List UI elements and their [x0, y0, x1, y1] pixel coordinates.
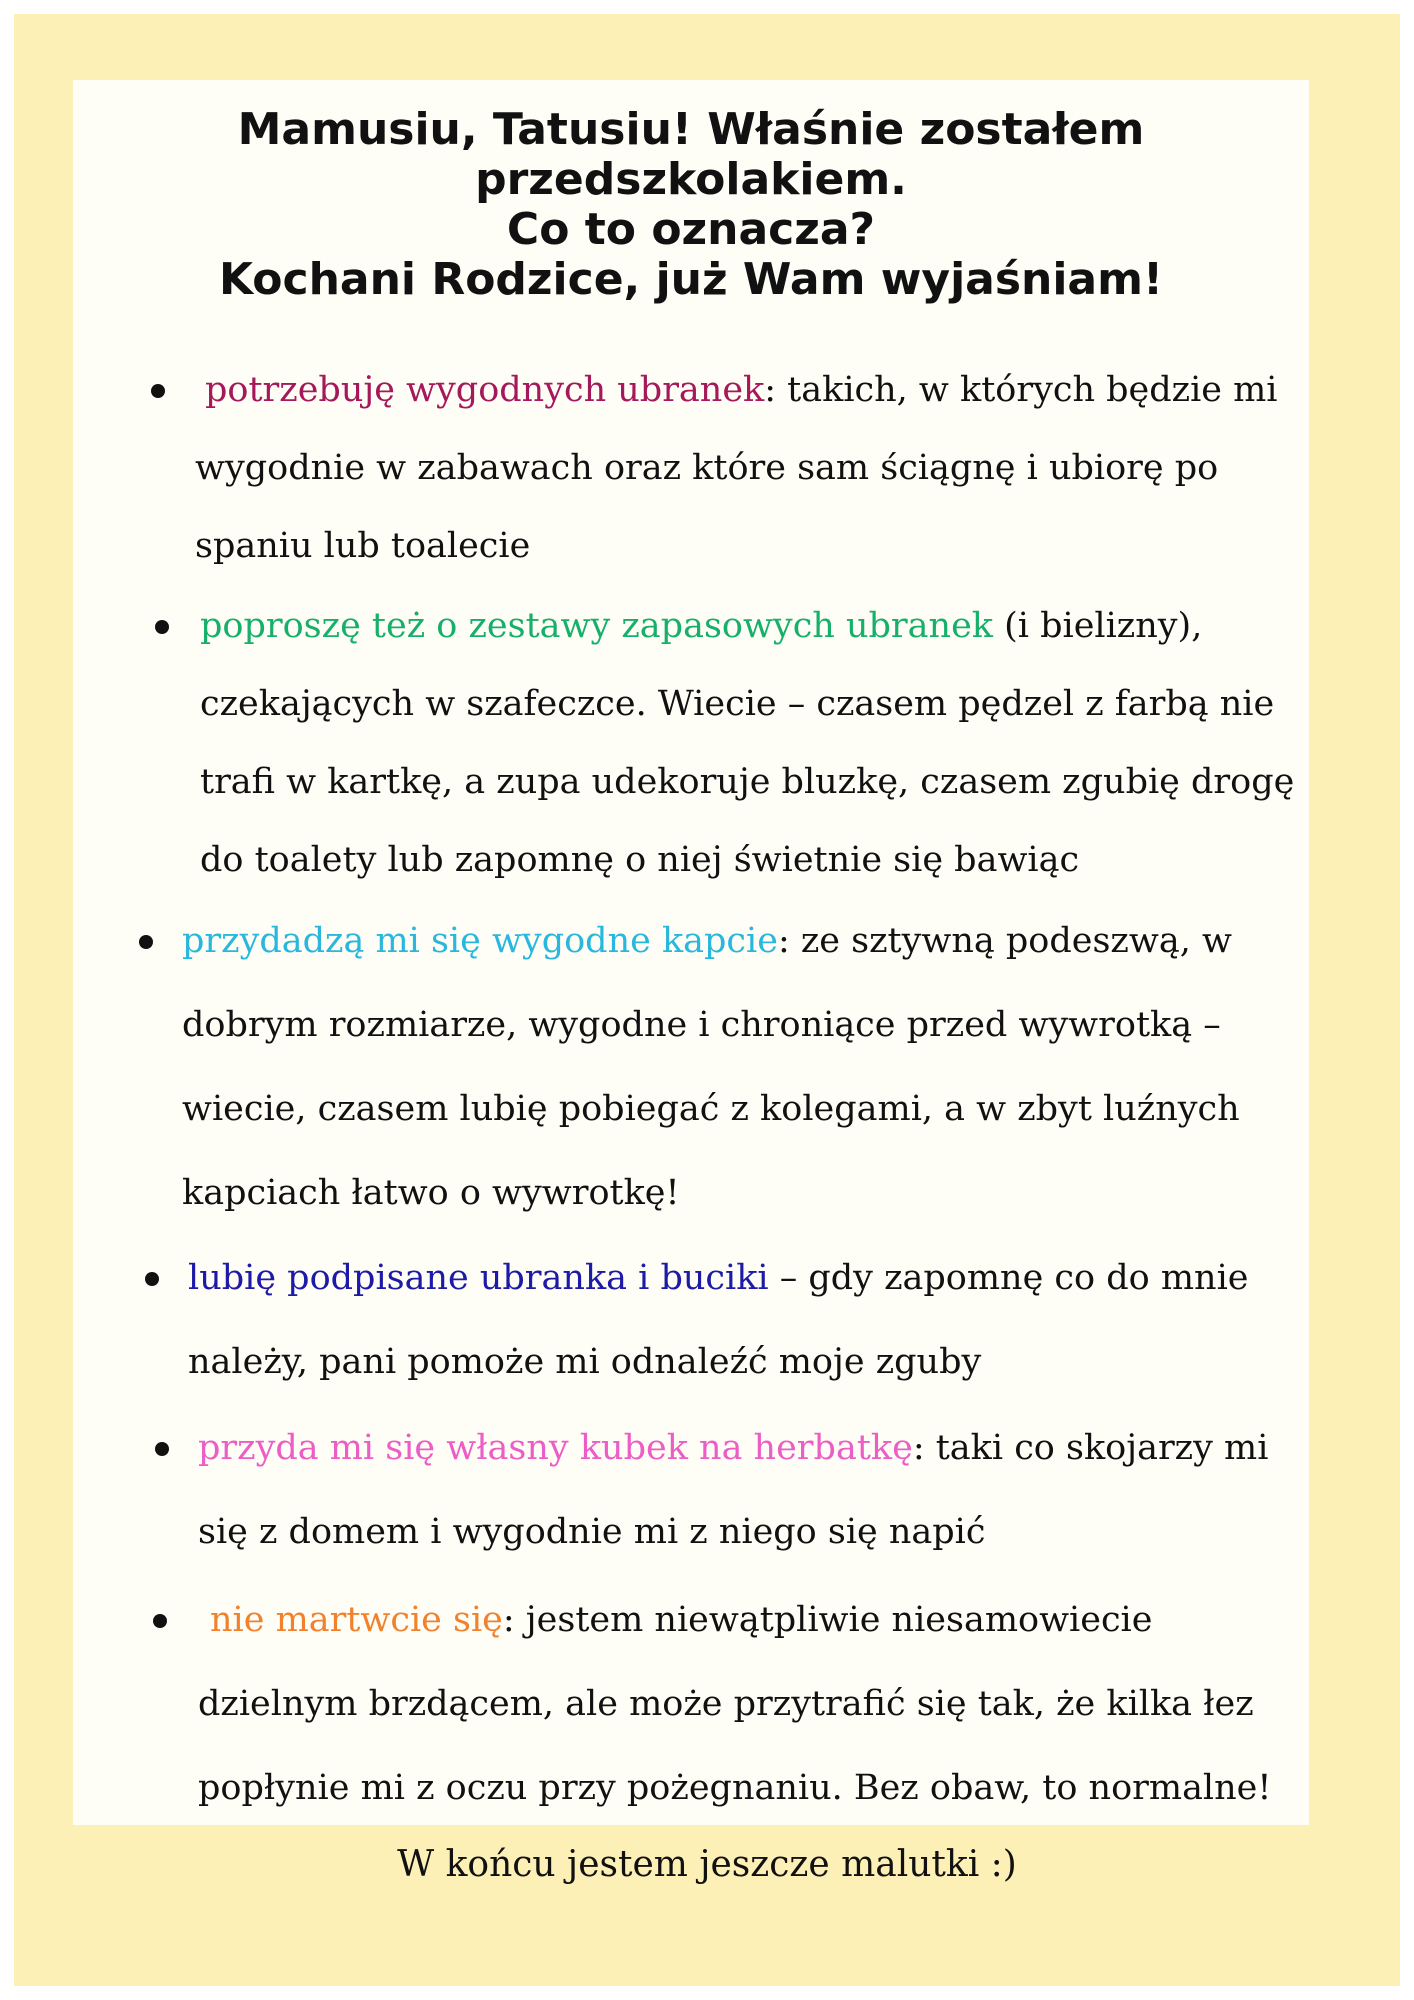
item-text: trafi w kartkę, a zupa udekoruje bluzkę, czasem zgubię drogę: [200, 762, 1295, 802]
item-text: : taki co skojarzy mi: [912, 1428, 1269, 1468]
bullet-icon: [153, 1614, 167, 1628]
item-text: : jestem niewątpliwie niesamowiecie: [502, 1600, 1153, 1640]
item-text: wiecie, czasem lubię pobiegać z kolegami, a w zbyt luźnych: [182, 1089, 1240, 1129]
item-text: należy, pani pomoże mi odnaleźć moje zguby: [188, 1342, 982, 1382]
bullet-icon: [145, 1272, 159, 1286]
title-line: przedszkolakiem.: [475, 154, 907, 205]
item-highlight: lubię podpisane ubranka i buciki: [188, 1258, 769, 1298]
item-text: kapciach łatwo o wywrotkę!: [182, 1173, 680, 1213]
item-text: wygodnie w zabawach oraz które sam ściągnę i ubiorę po: [195, 448, 1219, 488]
title-line: Kochani Rodzice, już Wam wyjaśniam!: [218, 254, 1164, 305]
item-highlight: potrzebuję wygodnych ubranek: [205, 370, 765, 410]
title-line: Co to oznacza?: [506, 204, 876, 255]
item-text: dobrym rozmiarze, wygodne i chroniące przed wywrotką –: [182, 1005, 1221, 1045]
item-text: spaniu lub toalecie: [195, 526, 531, 566]
bullet-icon: [139, 935, 153, 949]
item-text: : takich, w których będzie mi: [764, 370, 1278, 410]
item-text: do toalety lub zapomnę o niej świetnie się bawiąc: [200, 840, 1080, 880]
item-highlight: przyda mi się własny kubek na herbatkę: [198, 1428, 913, 1468]
item-highlight: przydadzą mi się wygodne kapcie: [182, 921, 778, 961]
item-text: dzielnym brzdącem, ale może przytrafić się tak, że kilka łez: [198, 1684, 1254, 1724]
item-text: – gdy zapomnę co do mnie: [768, 1258, 1249, 1298]
item-text: : ze sztywną podeszwą, w: [777, 921, 1232, 961]
item-highlight: poproszę też o zestawy zapasowych ubranek: [200, 606, 993, 646]
item-text: (i bielizny),: [993, 606, 1203, 646]
page-title: [73, 105, 1309, 305]
item-text: się z domem i wygodnie mi z niego się napić: [198, 1512, 986, 1552]
item-text: popłynie mi z oczu przy pożegnaniu. Bez obaw, to normalne!: [198, 1768, 1272, 1808]
bullet-icon: [155, 1442, 169, 1456]
bullet-icon: [151, 384, 165, 398]
item-highlight: nie martwcie się: [210, 1600, 503, 1640]
item-text: czekających w szafeczce. Wiecie – czasem pędzel z farbą nie: [200, 684, 1275, 724]
title-line: Mamusiu, Tatusiu! Właśnie zostałem: [237, 104, 1145, 155]
footer-text: W końcu jestem jeszcze malutki :): [397, 1844, 1017, 1885]
bullet-icon: [155, 620, 169, 634]
